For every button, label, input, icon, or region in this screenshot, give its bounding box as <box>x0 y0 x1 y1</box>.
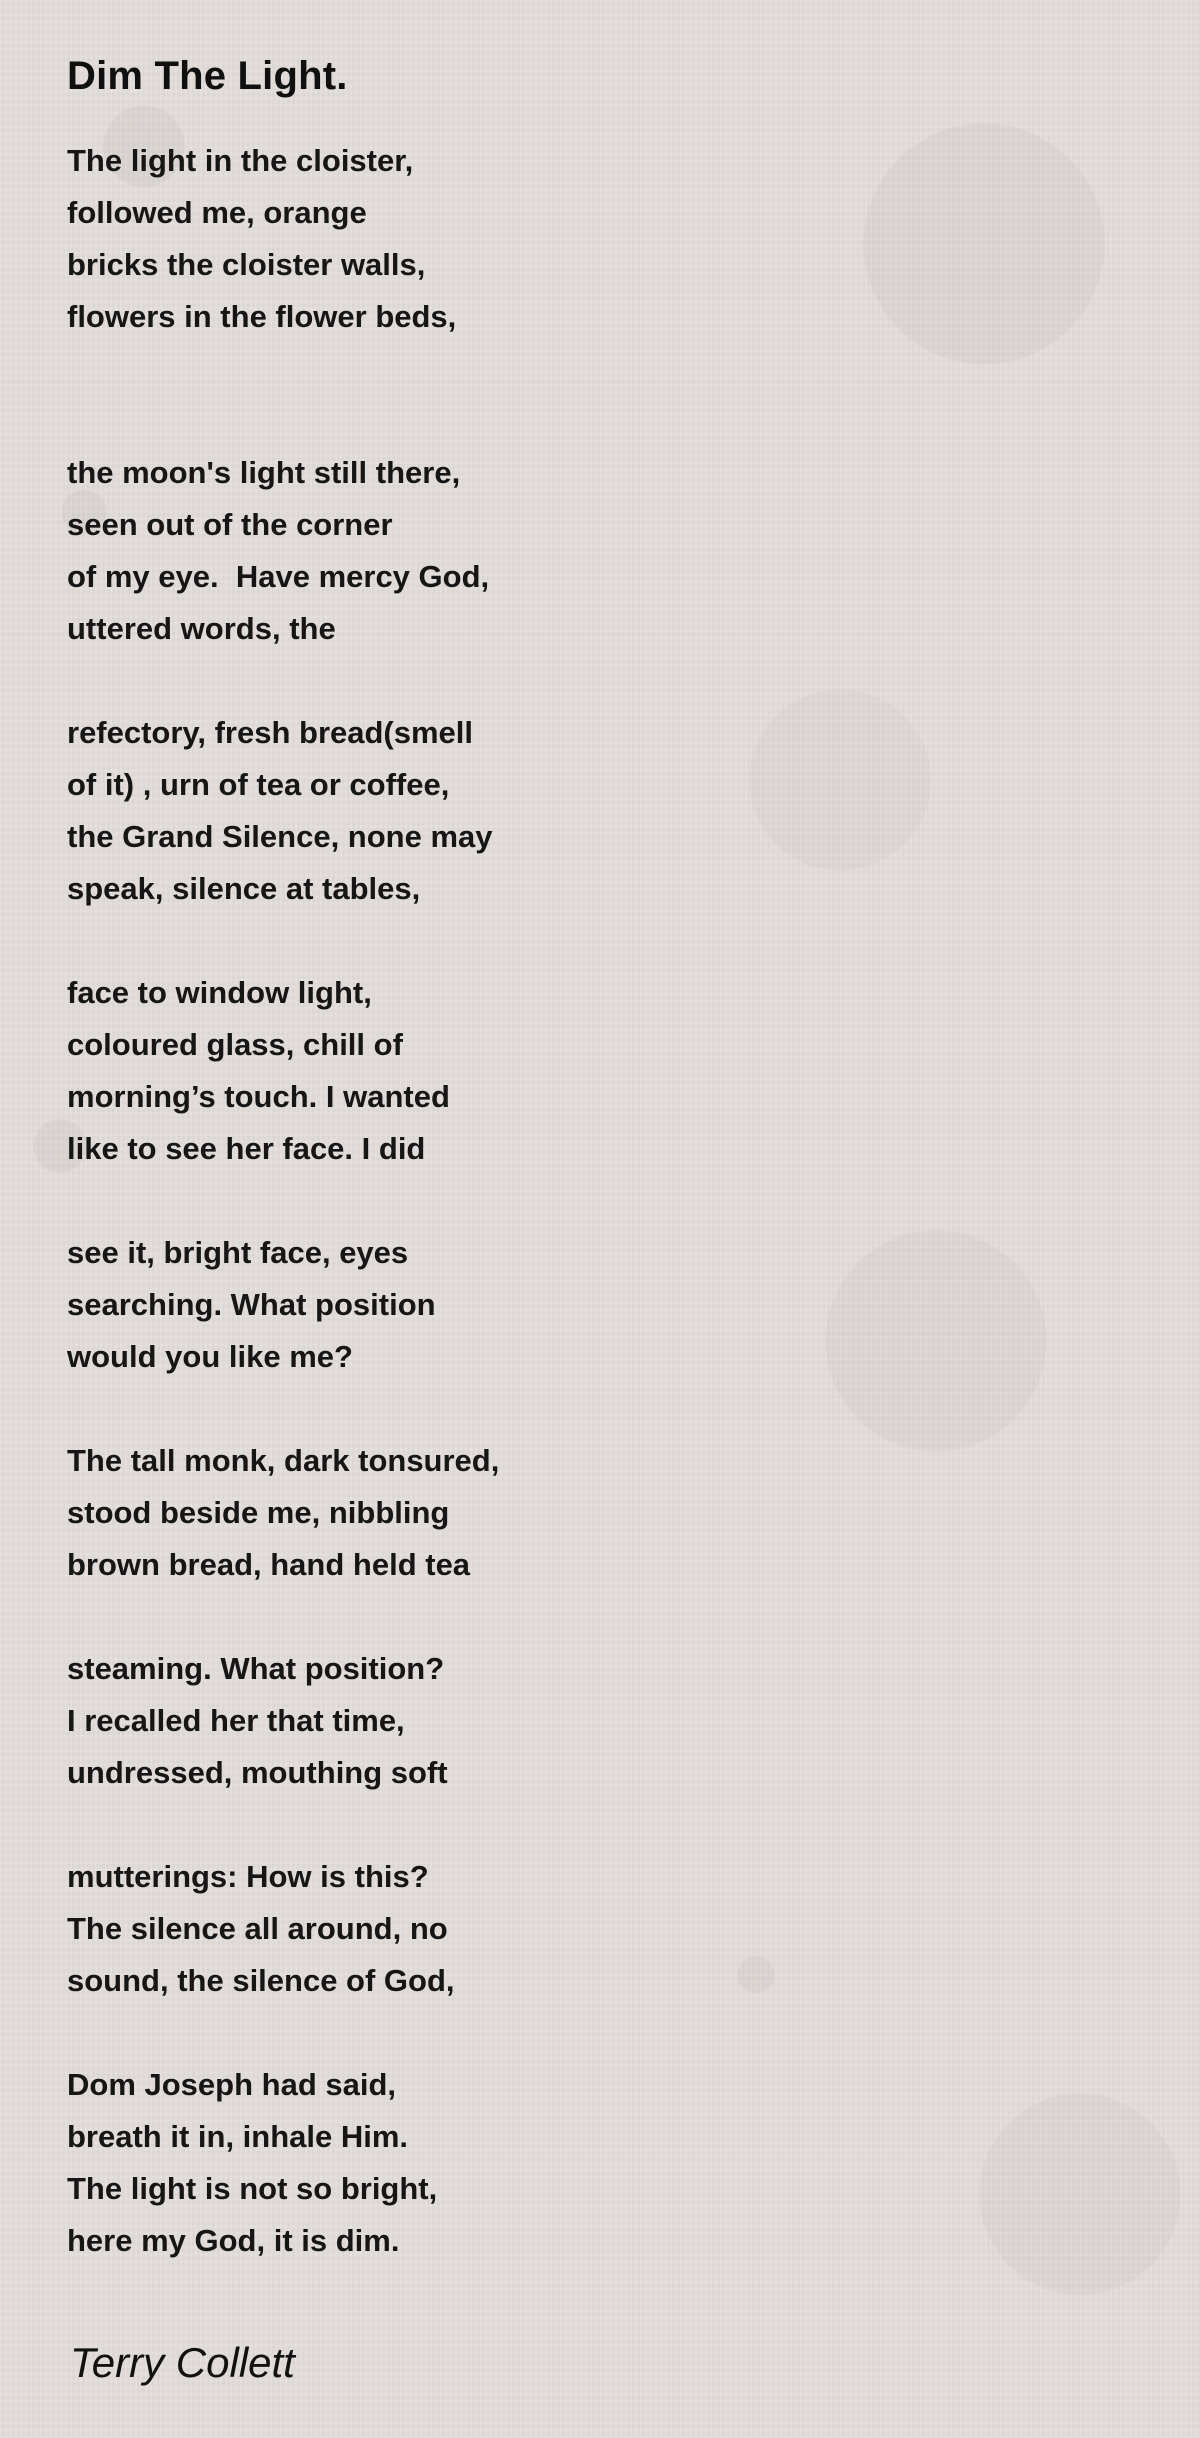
author-name: Terry Collett <box>70 2339 295 2386</box>
poem-title: Dim The Light. <box>67 54 348 98</box>
poem-content <box>67 52 1127 2267</box>
poem-body: The light in the cloister, followed me, orange bricks the cloister walls, flowers in the flower beds, the moon's light still there, seen out of the corner of my eye. Have mercy God, uttered words, the refectory, fresh bread(smell of it) , urn of tea or coffee, the Grand Silence, none may speak, silence at tables, face to window light, coloured glass, chill of morning’s touch. I wanted like to see her face. I did see it, bright face, eyes searching. What position would you like me? The tall monk, dark tonsured, stood beside me, nibbling brown bread, hand held tea steaming. What position? I recalled her that time, undressed, mouthing soft mutterings: How is this? The silence all around, no sound, the silence of God, Dom Joseph had said, breath it in, inhale Him. The light is not so bright, here my God, it is dim. <box>67 143 500 2258</box>
